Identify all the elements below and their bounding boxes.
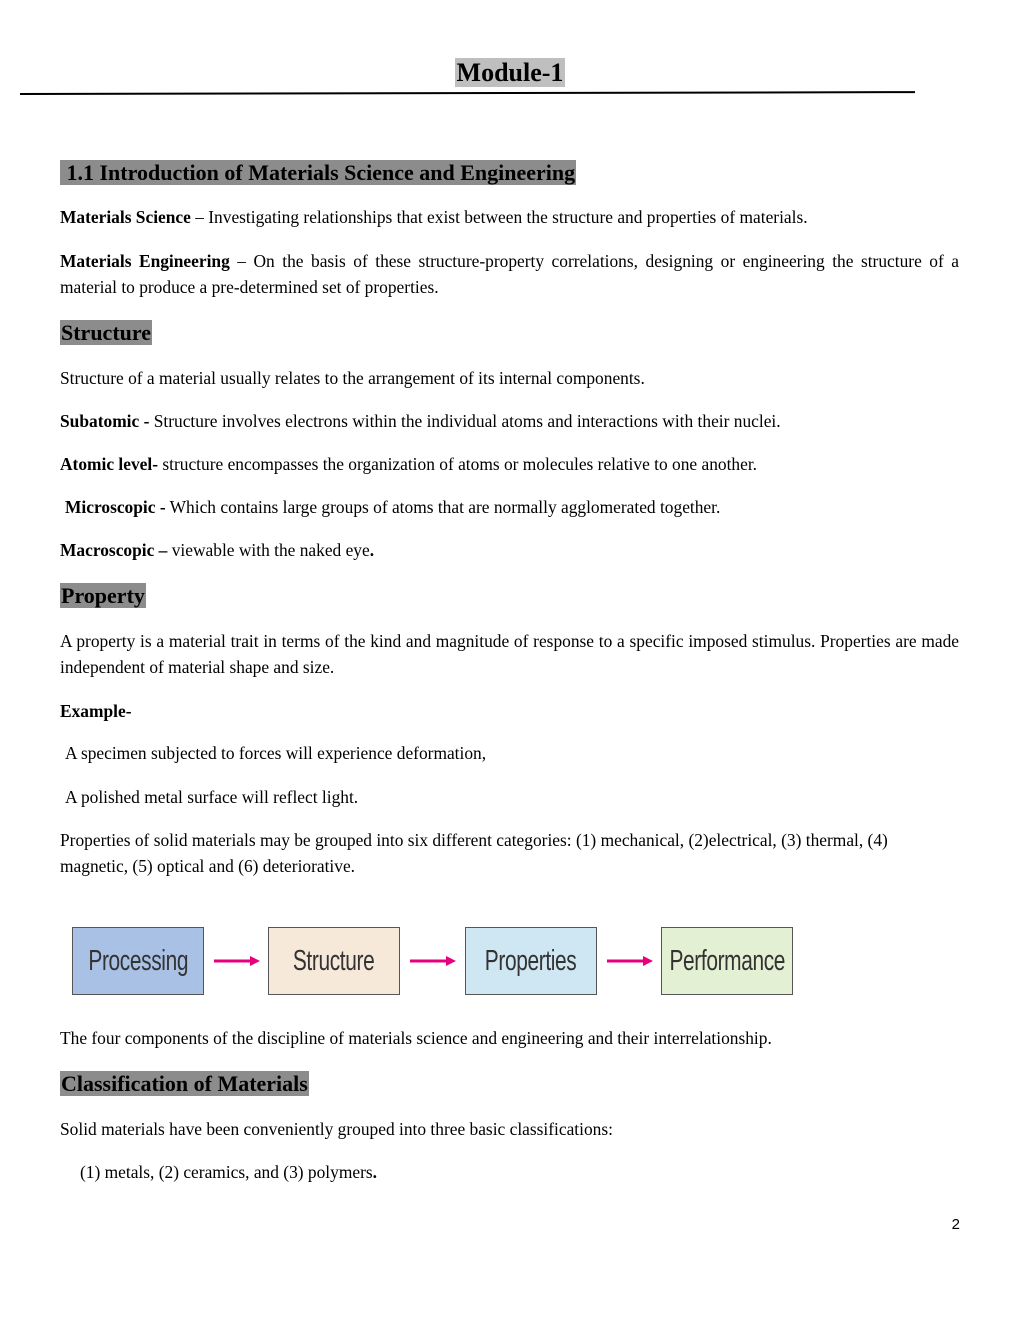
subatomic-definition: Subatomic - Structure involves electrons within the individual atoms and interactions with their nuclei. xyxy=(60,411,781,431)
processing-box: Processing xyxy=(72,927,204,995)
title-divider xyxy=(20,91,915,95)
properties-box: Properties xyxy=(465,927,597,995)
property-heading: Property xyxy=(61,583,145,608)
property-categories: Properties of solid materials may be grouped into six different categories: (1) mechanical, (2)electrical, (3) thermal, (4) magnetic, (5) optical and (6) deteriorative. xyxy=(60,830,888,876)
arrow-icon xyxy=(607,953,653,969)
structure-intro: Structure of a material usually relates to the arrangement of its internal components. xyxy=(60,368,645,388)
page-number: 2 xyxy=(951,1216,960,1233)
materials-engineering-definition: Materials Engineering – On the basis of these structure-property correlations, designing or engineering the structure of a material to produce a pre-determined set of properties. xyxy=(60,251,959,297)
arrow-icon xyxy=(410,953,456,969)
classification-list: (1) metals, (2) ceramics, and (3) polymers. xyxy=(80,1162,377,1182)
macroscopic-definition: Macroscopic – viewable with the naked eye. xyxy=(60,540,375,560)
example-label: Example- xyxy=(60,701,132,721)
example-item-2: A polished metal surface will reflect light. xyxy=(65,787,359,807)
example-item-1: A specimen subjected to forces will experience deformation, xyxy=(65,743,487,763)
materials-flow-diagram xyxy=(72,927,794,995)
performance-box: Performance xyxy=(661,927,793,995)
materials-science-definition: Materials Science – Investigating relationships that exist between the structure and properties of materials. xyxy=(60,207,808,227)
microscopic-definition: Microscopic - Which contains large groups of atoms that are normally agglomerated together. xyxy=(65,497,721,517)
intro-heading: 1.1 Introduction of Materials Science and Engineering xyxy=(60,159,576,187)
property-definition: A property is a material trait in terms of the kind and magnitude of response to a specific imposed stimulus. Properties are made independent of material shape and size. xyxy=(60,631,959,677)
materials-science-term: Materials Science xyxy=(60,207,191,227)
classification-heading: Classification of Materials xyxy=(61,1071,308,1096)
materials-engineering-term: Materials Engineering xyxy=(60,251,230,271)
atomic-level-definition: Atomic level- structure encompasses the organization of atoms or molecules relative to one another. xyxy=(60,454,758,474)
structure-box: Structure xyxy=(268,927,400,995)
structure-heading: Structure xyxy=(61,320,152,345)
classification-intro: Solid materials have been conveniently grouped into three basic classifications: xyxy=(60,1119,613,1139)
page-title: Module-1 xyxy=(456,58,564,87)
arrow-icon xyxy=(214,953,260,969)
diagram-caption: The four components of the discipline of materials science and engineering and their interrelationship. xyxy=(60,1028,772,1048)
